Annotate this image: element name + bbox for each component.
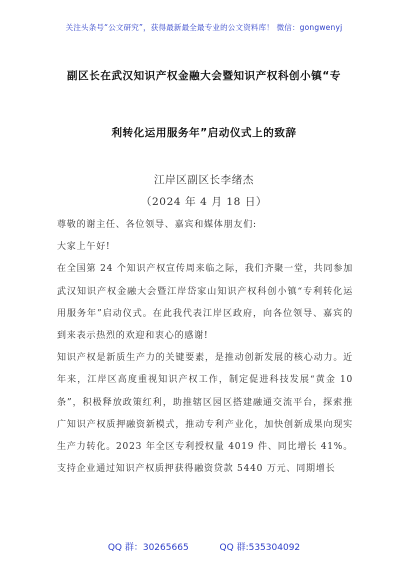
body-paragraph-2: 知识产权是新质生产力的关键要素，是推动创新发展的核心动力。近年来，江岸区高度重视知识产权工作，制定促进科技发展“黄金 10 条”，积极释放政策红利，助推辖区园区搭建融通交流平台，探索推广知识产权质押融资新模式，推动专利产业化，加快创新成果向现实生产力转化。2023 年全区专利授权量 4019 件、同比增长 41%。支持企业通过知识产权质押获得融资贷款 5440 万元、同期增长 xyxy=(57,353,353,475)
footer-qq-group-2: QQ 群:535304092 xyxy=(219,543,301,553)
body-paragraph-1: 在全国第 24 个知识产权宣传周来临之际，我们齐聚一堂，共同参加武汉知识产权金融大会暨江岸岱家山知识产权科创小镇“专利转化运用服务年”启动仪式。在此我代表江岸区政府，向各位领导、嘉宾的到来表示热烈的欢迎和衷心的感谢! xyxy=(57,264,353,342)
greeting: 大家上午好! xyxy=(57,242,111,253)
promo-banner: 关注头条号“公文研究”，获得最新最全最专业的公文资料库！ 微信：gongwenyj xyxy=(65,23,343,32)
footer xyxy=(0,540,408,553)
document-title-line-2: 利转化运用服务年”启动仪式上的致辞 xyxy=(111,127,297,139)
document-body xyxy=(57,214,353,480)
speech-date: （2024 年 4 月 18 日） xyxy=(140,196,268,208)
author-name: 江岸区副区长李绪杰 xyxy=(154,174,254,186)
footer-qq-group-1: QQ 群：30265665 xyxy=(107,543,189,553)
salutation: 尊敬的谢主任、各位领导、嘉宾和媒体朋友们: xyxy=(57,220,257,230)
document-title-line-1: 副区长在武汉知识产权金融大会暨知识产权科创小镇“专 xyxy=(67,70,341,82)
